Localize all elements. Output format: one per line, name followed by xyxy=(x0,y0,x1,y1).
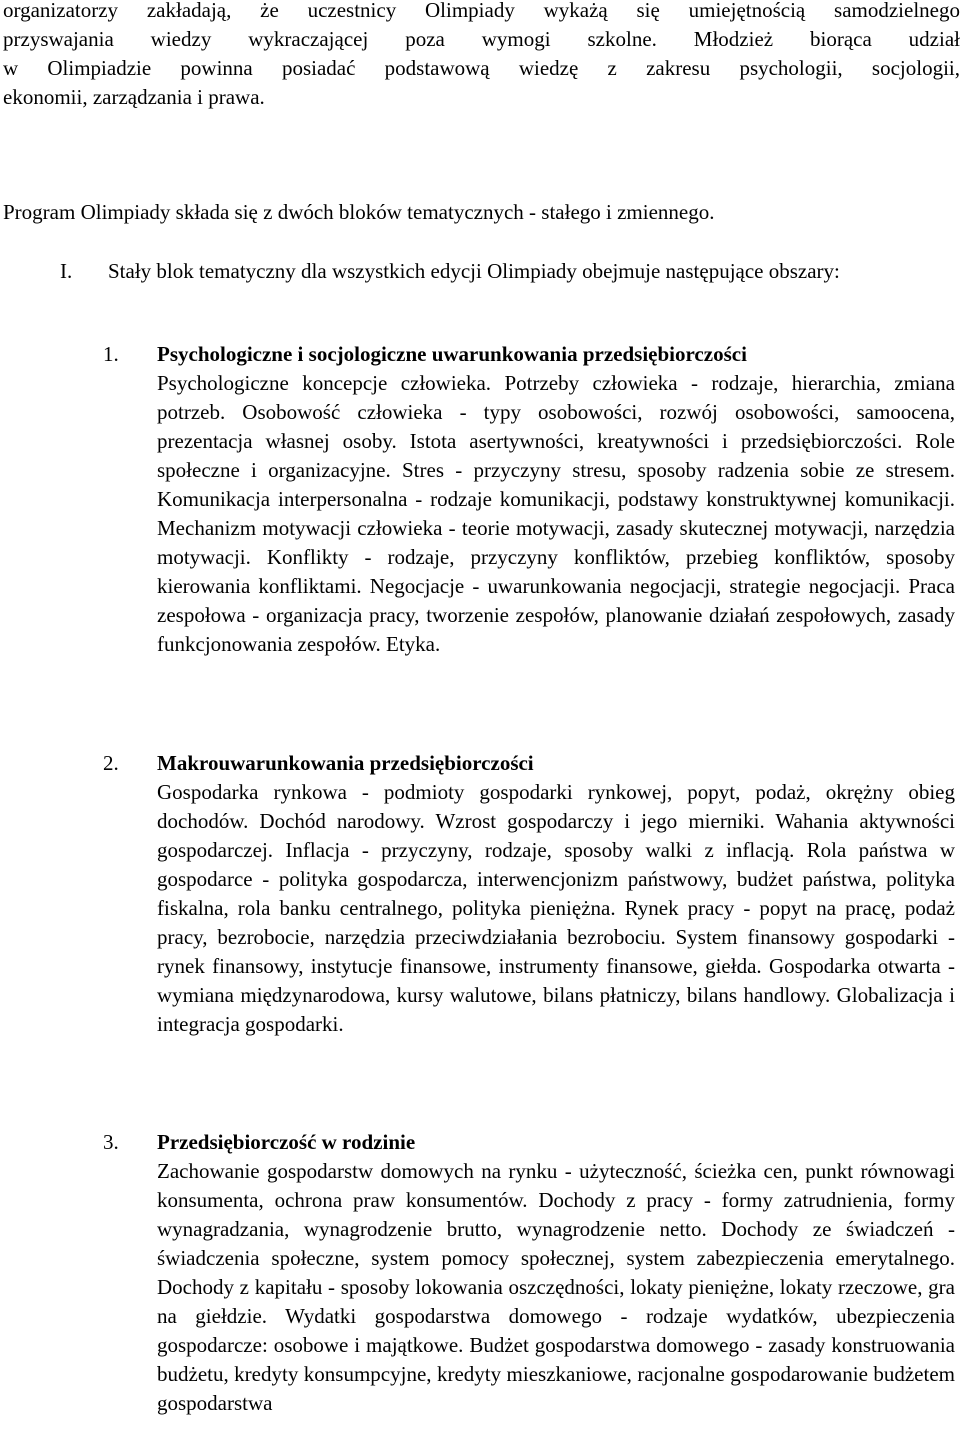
item-body: Zachowanie gospodarstw domowych na rynku - użyteczność, ścieżka cen, punkt równowagi konsumenta, ochrona praw konsumentów. Dochody z pracy - formy zatrudnienia, formy wynagradzania, wynagrodzenie brutto, wynagrodzenie netto. Dochody ze świadczeń - świadczenia społeczne, system pomocy społecznej, system zabezpieczenia emerytalnego. Dochody z kapitału - sposoby lokowania oszczędności, lokaty pieniężne, lokaty rzeczowe, gra na giełdzie. Wydatki gospodarstwa domowego - rodzaje wydatków, ubezpieczenia gospodarcze: osobowe i majątkowe. Budżet gospodarstwa domowego - zasady konstruowania budżetu, kredyty konsumpcyjne, kredyty mieszkaniowe, racjonalne gospodarowanie budżetem gospodarstwa xyxy=(157,1159,955,1415)
item-title: Przedsiębiorczość w rodzinie xyxy=(157,1130,416,1154)
section-number: I. xyxy=(60,259,73,283)
item-number: 3. xyxy=(103,1130,119,1154)
list-item xyxy=(157,1128,955,1418)
intro-line: organizatorzy zakładają, że uczestnicy Olimpiady wykażą się umiejętnością samodzielnego xyxy=(3,0,960,22)
list-item xyxy=(157,340,955,659)
item-number: 2. xyxy=(103,751,119,775)
intro-line: przyswajania wiedzy wykraczającej poza wymogi szkolne. Młodzież biorąca udział xyxy=(3,27,960,51)
program-paragraph: Program Olimpiady składa się z dwóch bloków tematycznych - stałego i zmiennego. xyxy=(3,200,715,224)
item-number: 1. xyxy=(103,342,119,366)
intro-line: ekonomii, zarządzania i prawa. xyxy=(3,85,265,109)
item-title: Makrouwarunkowania przedsiębiorczości xyxy=(157,751,534,775)
item-title: Psychologiczne i socjologiczne uwarunkowania przedsiębiorczości xyxy=(157,342,747,366)
item-body: Psychologiczne koncepcje człowieka. Potrzeby człowieka - rodzaje, hierarchia, zmiana potrzeb. Osobowość człowieka - typy osobowości, rozwój osobowości, samoocena, prezentacja własnej osoby. Istota asertywności, kreatywności i przedsiębiorczości. Role społeczne i organizacyjne. Stres - przyczyny stresu, sposoby radzenia sobie ze stresem. Komunikacja interpersonalna - rodzaje komunikacji, podstawy konstruktywnej komunikacji. Mechanizm motywacji człowieka - teorie motywacji, zasady skutecznej motywacji, narzędzia motywacji. Konflikty - rodzaje, przyczyny konfliktów, przebieg konfliktów, sposoby kierowania konfliktami. Negocjacje - uwarunkowania negocjacji, strategie negocjacji. Praca zespołowa - organizacja pracy, tworzenie zespołów, planowanie działań zespołowych, zasady funkcjonowania zespołów. Etyka. xyxy=(157,371,955,656)
intro-line: w Olimpiadzie powinna posiadać podstawową wiedzę z zakresu psychologii, socjologii, xyxy=(3,56,960,80)
list-item xyxy=(157,749,955,1039)
section-heading: Stały blok tematyczny dla wszystkich edycji Olimpiady obejmuje następujące obszary: xyxy=(108,259,840,283)
intro-paragraph xyxy=(3,0,960,112)
item-body: Gospodarka rynkowa - podmioty gospodarki rynkowej, popyt, podaż, okrężny obieg dochodów. Dochód narodowy. Wzrost gospodarczy i jego mierniki. Wahania aktywności gospodarczej. Inflacja - przyczyny, rodzaje, sposoby walki z inflacją. Rola państwa w gospodarce - polityka gospodarcza, interwencjonizm państwowy, budżet państwa, polityka fiskalna, rola banku centralnego, polityka pieniężna. Rynek pracy - popyt na pracę, podaż pracy, bezrobocie, narzędzia przeciwdziałania bezrobociu. System finansowy gospodarki - rynek finansowy, instytucje finansowe, instrumenty finansowe, giełda. Gospodarka otwarta - wymiana międzynarodowa, kursy walutowe, bilans płatniczy, bilans handlowy. Globalizacja i integracja gospodarki. xyxy=(157,780,955,1036)
